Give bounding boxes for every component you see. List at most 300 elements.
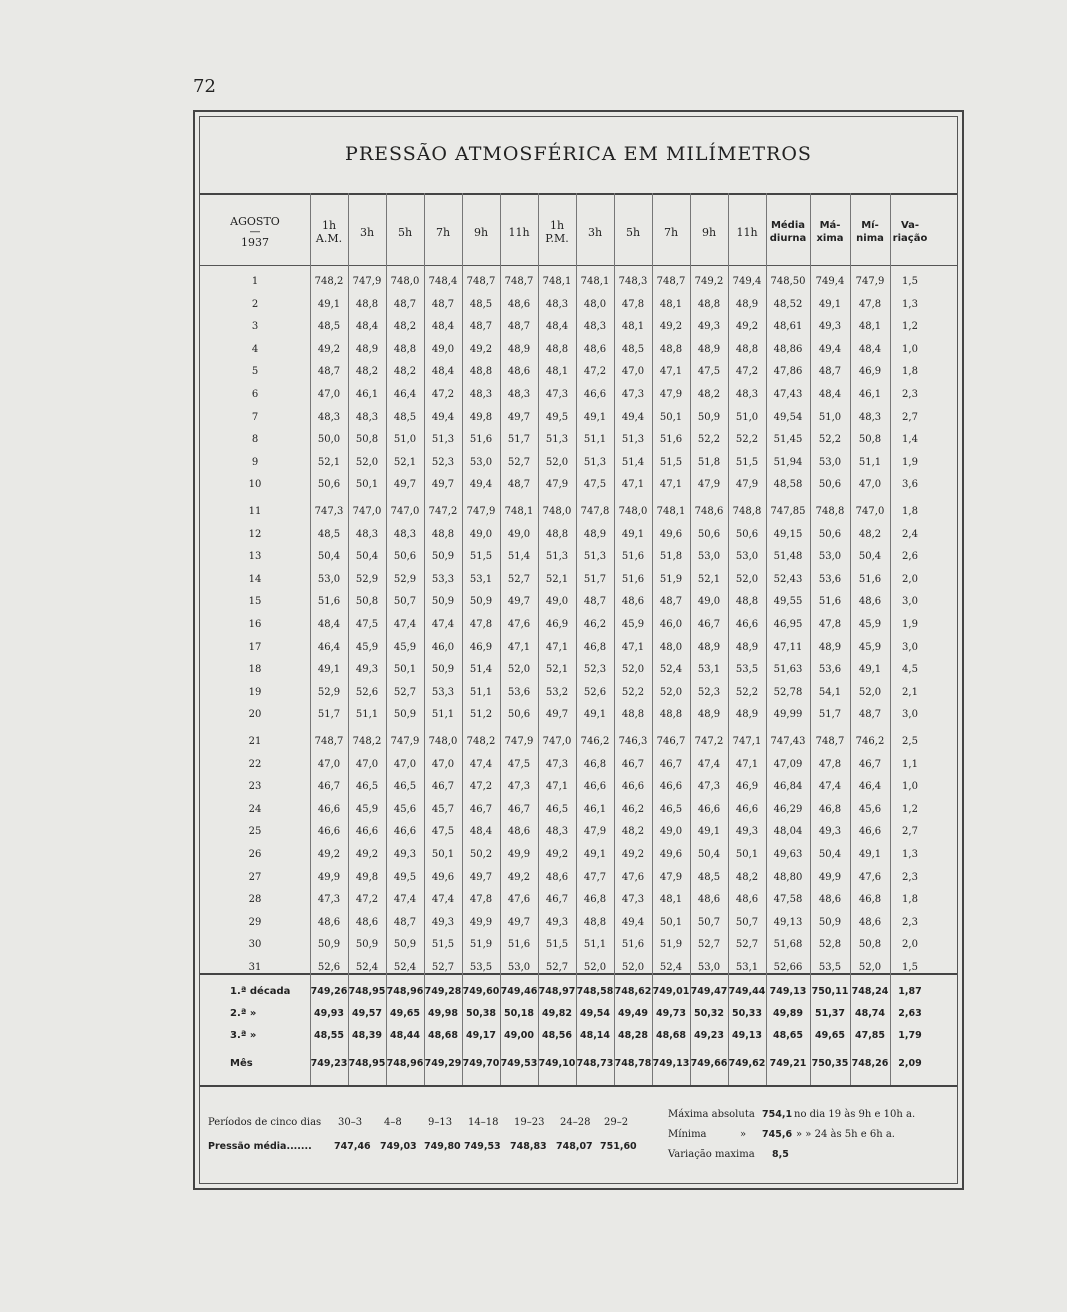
table-cell: 47,43 — [773, 389, 803, 400]
column-header: 5h — [625, 225, 641, 239]
table-cell: 52,9 — [355, 573, 379, 585]
table-cell: 47,58 — [773, 894, 803, 906]
row-day: 29 — [248, 916, 262, 928]
table-cell: 49,0 — [697, 596, 721, 608]
period-range: 19–23 — [514, 1117, 545, 1128]
table-cell: 46,84 — [773, 781, 803, 793]
table-cell: 47,4 — [818, 781, 842, 793]
table-cell: 748,0 — [618, 506, 648, 517]
table-cell: 53,5 — [469, 962, 493, 973]
row-day: 23 — [248, 781, 262, 793]
table-cell: 48,9 — [697, 343, 721, 355]
table-cell: 48,8 — [393, 343, 417, 355]
table-cell: 46,8 — [583, 641, 607, 653]
table-cell: 46,8 — [858, 894, 882, 906]
table-cell: 52,1 — [393, 456, 417, 468]
table-cell: 45,9 — [858, 641, 882, 653]
row-day: 1 — [251, 276, 259, 287]
table-cell: 46,1 — [583, 803, 607, 815]
table-cell: 46,5 — [659, 803, 683, 815]
table-cell: 747,0 — [390, 506, 420, 517]
table-cell: 51,6 — [818, 596, 842, 608]
table-cell: 50,9 — [431, 664, 455, 676]
table-cell: 52,7 — [507, 456, 531, 468]
summary-cell: 48,39 — [351, 1030, 383, 1041]
table-cell: 46,6 — [317, 803, 341, 815]
table-cell: 50,0 — [317, 434, 341, 446]
table-cell: 48,3 — [317, 411, 341, 423]
table-cell: 45,9 — [355, 641, 379, 653]
table-cell: 49,0 — [507, 528, 531, 540]
table-cell: 48,0 — [583, 298, 607, 310]
table-cell: 46,7 — [621, 758, 645, 770]
summary-cell: 49,23 — [693, 1030, 725, 1041]
summary-cell: 748,26 — [851, 1058, 889, 1069]
table-cell: 49,7 — [507, 916, 531, 928]
summary-cell: 749,26 — [310, 986, 348, 997]
table-cell: 52,0 — [659, 686, 683, 698]
table-cell: 49,99 — [773, 709, 803, 721]
table-cell: 48,9 — [355, 343, 379, 355]
table-cell: 49,2 — [735, 321, 759, 333]
summary-cell: 49,49 — [617, 1008, 649, 1019]
column-header: 9h — [473, 225, 489, 239]
table-cell: 48,3 — [545, 826, 569, 838]
table-cell: 53,2 — [545, 686, 569, 698]
row-day: 16 — [248, 619, 262, 630]
table-cell: 48,4 — [355, 321, 379, 333]
table-cell: 49,5 — [545, 411, 569, 423]
table-cell: 50,9 — [431, 596, 455, 608]
footer-divider — [200, 1085, 957, 1087]
table-cell: 51,3 — [545, 434, 569, 446]
table-cell: 48,8 — [735, 596, 759, 608]
table-cell: 747,9 — [390, 736, 420, 747]
table-cell: 52,7 — [393, 686, 417, 698]
table-cell: 52,2 — [735, 434, 759, 446]
table-cell: 747,0 — [542, 736, 572, 747]
table-cell: 50,4 — [858, 551, 882, 563]
table-cell: 47,3 — [621, 389, 645, 400]
table-cell: 46,9 — [858, 366, 882, 378]
table-cell: 47,1 — [659, 479, 683, 491]
table-cell: 747,85 — [770, 506, 806, 517]
table-cell: 51,7 — [507, 434, 531, 446]
summary-cell: 749,21 — [769, 1058, 807, 1069]
table-cell: 748,1 — [542, 276, 572, 287]
table-cell: 1,0 — [902, 781, 918, 793]
table-cell: 49,1 — [583, 709, 607, 721]
table-cell: 52,2 — [697, 434, 721, 446]
row-day: 20 — [248, 709, 262, 721]
table-cell: 48,1 — [659, 894, 683, 906]
table-cell: 48,4 — [317, 619, 341, 630]
table-cell: 748,7 — [815, 736, 845, 747]
pressure-value: 749,80 — [424, 1141, 461, 1152]
table-cell: 48,6 — [545, 871, 569, 883]
table-cell: 47,3 — [621, 894, 645, 906]
table-cell: 2,7 — [902, 411, 918, 423]
table-cell: 52,78 — [773, 686, 803, 698]
table-cell: 48,2 — [393, 366, 417, 378]
table-cell: 47,2 — [583, 366, 607, 378]
pressure-value: 749,53 — [464, 1141, 501, 1152]
table-cell: 48,7 — [818, 366, 842, 378]
table-cell: 50,9 — [355, 939, 379, 951]
table-cell: 47,0 — [317, 389, 341, 400]
table-cell: 49,1 — [858, 664, 882, 676]
table-cell: 49,1 — [818, 298, 842, 310]
table-cell: 53,5 — [735, 664, 759, 676]
table-cell: 49,1 — [583, 411, 607, 423]
table-cell: 46,1 — [355, 389, 379, 400]
row-day: 21 — [248, 736, 262, 747]
table-cell: 48,4 — [469, 826, 493, 838]
table-cell: 748,0 — [428, 736, 458, 747]
summary-cell: 47,85 — [854, 1030, 886, 1041]
table-cell: 747,1 — [732, 736, 762, 747]
pressure-label: Pressão média....... — [208, 1141, 312, 1152]
table-cell: 47,4 — [697, 758, 721, 770]
table-cell: 50,9 — [697, 411, 721, 423]
header-month: AGOSTO — [230, 215, 280, 228]
table-cell: 48,1 — [858, 321, 882, 333]
table-cell: 48,1 — [659, 298, 683, 310]
table-cell: 48,58 — [773, 479, 803, 491]
table-cell: 52,4 — [355, 962, 379, 973]
table-cell: 747,3 — [314, 506, 344, 517]
table-cell: 748,8 — [732, 506, 762, 517]
table-cell: 48,3 — [735, 389, 759, 400]
table-cell: 49,7 — [507, 411, 531, 423]
table-cell: 45,7 — [431, 803, 455, 815]
period-range: 30–3 — [338, 1117, 363, 1128]
table-cell: 47,0 — [317, 758, 341, 770]
table-cell: 49,3 — [697, 321, 721, 333]
summary-cell: 749,13 — [652, 1058, 690, 1069]
table-cell: 49,3 — [735, 826, 759, 838]
table-cell: 50,1 — [735, 849, 759, 860]
table-cell: 49,0 — [431, 343, 455, 355]
row-day: 13 — [248, 551, 262, 563]
row-day: 27 — [248, 871, 262, 883]
table-cell: 50,4 — [697, 849, 721, 860]
summary-cell: 1,87 — [898, 986, 922, 997]
table-cell: 48,04 — [773, 826, 803, 838]
table-cell: 51,6 — [507, 939, 531, 951]
table-cell: 52,1 — [317, 456, 341, 468]
table-cell: 53,0 — [697, 962, 721, 973]
table-cell: 53,5 — [818, 962, 842, 973]
table-cell: 2,4 — [902, 528, 918, 540]
table-cell: 48,1 — [621, 321, 645, 333]
table-cell: 46,7 — [858, 758, 882, 770]
table-cell: 48,7 — [507, 479, 531, 491]
table-cell: 46,6 — [735, 803, 759, 815]
table-cell: 48,2 — [355, 366, 379, 378]
table-cell: 49,0 — [545, 596, 569, 608]
table-cell: 45,9 — [621, 619, 645, 630]
row-day: 15 — [248, 596, 262, 608]
table-cell: 50,6 — [393, 551, 417, 563]
table-cell: 45,6 — [393, 803, 417, 815]
table-cell: 48,3 — [469, 389, 493, 400]
table-cell: 48,6 — [735, 894, 759, 906]
table-cell: 747,9 — [466, 506, 496, 517]
table-cell: 48,86 — [773, 343, 803, 355]
table-cell: 48,52 — [773, 298, 803, 310]
summary-cell: 748,62 — [614, 986, 652, 997]
table-cell: 748,2 — [466, 736, 496, 747]
table-cell: 52,7 — [697, 939, 721, 951]
period-range: 14–18 — [468, 1117, 499, 1128]
table-cell: 1,5 — [902, 276, 918, 287]
table-cell: 46,6 — [697, 803, 721, 815]
table-cell: 48,5 — [317, 321, 341, 333]
table-cell: 50,9 — [469, 596, 493, 608]
table-cell: 52,1 — [545, 664, 569, 676]
min-ditto: » — [740, 1129, 747, 1140]
table-cell: 48,9 — [583, 528, 607, 540]
table-cell: 48,2 — [393, 321, 417, 333]
table-cell: 46,9 — [545, 619, 569, 630]
table-cell: 2,3 — [902, 871, 918, 883]
header-date-cell — [200, 199, 310, 265]
table-cell: 52,6 — [317, 962, 341, 973]
summary-cell: 1,79 — [898, 1030, 922, 1041]
table-cell: 2,1 — [902, 686, 918, 698]
table-cell: 53,0 — [818, 551, 842, 563]
table-cell: 53,3 — [431, 686, 455, 698]
table-cell: 52,3 — [583, 664, 607, 676]
table-cell: 48,4 — [545, 321, 569, 333]
table-cell: 51,94 — [773, 456, 803, 468]
table-cell: 51,6 — [659, 434, 683, 446]
table-cell: 47,9 — [545, 479, 569, 491]
table-cell: 47,3 — [545, 758, 569, 770]
table-cell: 47,5 — [355, 619, 379, 630]
table-cell: 46,6 — [858, 826, 882, 838]
table-cell: 52,0 — [858, 686, 882, 698]
table-cell: 50,9 — [818, 916, 842, 928]
table-cell: 51,7 — [818, 709, 842, 721]
table-cell: 48,8 — [735, 343, 759, 355]
table-cell: 1,5 — [902, 962, 918, 973]
table-cell: 46,6 — [317, 826, 341, 838]
summary-cell: 49,73 — [655, 1008, 687, 1019]
table-cell: 2,0 — [902, 573, 918, 585]
table-cell: 48,9 — [697, 709, 721, 721]
table-cell: 46,29 — [773, 803, 803, 815]
table-cell: 47,3 — [545, 389, 569, 400]
summary-cell: 748,95 — [348, 1058, 386, 1069]
table-cell: 47,9 — [659, 389, 683, 400]
table-cell: 1,2 — [902, 803, 918, 815]
table-cell: 53,0 — [818, 456, 842, 468]
table-cell: 49,4 — [621, 411, 645, 423]
table-cell: 48,4 — [818, 389, 842, 400]
table-cell: 47,86 — [773, 366, 803, 378]
row-day: 18 — [248, 664, 262, 676]
table-cell: 747,0 — [855, 506, 885, 517]
table-cell: 52,1 — [697, 573, 721, 585]
table-cell: 53,1 — [469, 573, 493, 585]
summary-cell: 48,74 — [854, 1008, 886, 1019]
table-cell: 49,3 — [393, 849, 417, 860]
table-cell: 48,5 — [469, 298, 493, 310]
table-cell: 51,0 — [818, 411, 842, 423]
row-day: 22 — [248, 758, 262, 770]
row-day: 8 — [251, 434, 259, 446]
table-cell: 46,2 — [621, 803, 645, 815]
table-cell: 46,5 — [545, 803, 569, 815]
table-cell: 48,8 — [545, 343, 569, 355]
table-cell: 52,4 — [659, 962, 683, 973]
table-cell: 49,0 — [659, 826, 683, 838]
table-cell: 48,6 — [507, 298, 531, 310]
table-cell: 47,8 — [818, 758, 842, 770]
table-cell: 48,9 — [735, 641, 759, 653]
table-cell: 47,5 — [431, 826, 455, 838]
table-cell: 53,0 — [469, 456, 493, 468]
table-cell: 47,8 — [469, 894, 493, 906]
table-cell: 49,2 — [469, 343, 493, 355]
table-cell: 47,1 — [545, 641, 569, 653]
summary-cell: 50,18 — [503, 1008, 535, 1019]
table-cell: 746,2 — [855, 736, 885, 747]
table-cell: 46,1 — [858, 389, 882, 400]
row-day: 24 — [248, 803, 262, 815]
table-cell: 1,8 — [902, 894, 918, 906]
summary-cell: 48,28 — [617, 1030, 649, 1041]
table-cell: 50,8 — [858, 939, 882, 951]
table-cell: 51,3 — [545, 551, 569, 563]
table-cell: 53,6 — [507, 686, 531, 698]
table-cell: 49,2 — [621, 849, 645, 860]
row-day: 4 — [251, 343, 259, 355]
table-cell: 48,7 — [317, 366, 341, 378]
row-day: 30 — [248, 939, 262, 951]
table-cell: 4,5 — [902, 664, 918, 676]
table-cell: 50,9 — [393, 939, 417, 951]
table-cell: 45,9 — [355, 803, 379, 815]
table-cell: 1,8 — [902, 506, 918, 517]
table-cell: 48,7 — [469, 321, 493, 333]
summary-cell: 748,96 — [386, 986, 424, 997]
table-cell: 749,4 — [732, 276, 762, 287]
table-cell: 1,9 — [902, 456, 918, 468]
table-cell: 51,7 — [317, 709, 341, 721]
table-cell: 49,4 — [621, 916, 645, 928]
table-cell: 48,6 — [317, 916, 341, 928]
var-label: Variação maxima — [668, 1149, 755, 1160]
table-cell: 749,4 — [815, 276, 845, 287]
table-cell: 49,6 — [431, 871, 455, 883]
table-cell: 3,0 — [902, 709, 918, 721]
table-cell: 48,9 — [818, 641, 842, 653]
table-cell: 47,4 — [469, 758, 493, 770]
summary-cell: 51,37 — [814, 1008, 846, 1019]
table-cell: 51,1 — [583, 939, 607, 951]
summary-cell: 50,32 — [693, 1008, 725, 1019]
table-cell: 52,0 — [735, 573, 759, 585]
table-cell: 748,50 — [770, 276, 806, 287]
table-cell: 48,6 — [507, 366, 531, 378]
table-cell: 46,6 — [583, 781, 607, 793]
table-cell: 48,6 — [697, 894, 721, 906]
table-cell: 52,7 — [431, 962, 455, 973]
table-cell: 48,3 — [583, 321, 607, 333]
summary-cell: 748,96 — [386, 1058, 424, 1069]
column-header: 11h — [508, 225, 530, 239]
table-cell: 47,3 — [507, 781, 531, 793]
table-cell: 47,1 — [507, 641, 531, 653]
table-cell: 51,6 — [621, 939, 645, 951]
table-cell: 51,6 — [317, 596, 341, 608]
table-cell: 49,8 — [469, 411, 493, 423]
column-header: 11h — [736, 225, 758, 239]
table-cell: 49,2 — [507, 871, 531, 883]
table-cell: 52,3 — [697, 686, 721, 698]
max-value: 754,1 — [762, 1109, 793, 1120]
table-cell: 52,3 — [431, 456, 455, 468]
table-cell: 2,3 — [902, 389, 918, 400]
table-cell: 48,2 — [735, 871, 759, 883]
table-cell: 52,0 — [583, 962, 607, 973]
row-day: 26 — [248, 849, 262, 860]
table-cell: 50,1 — [431, 849, 455, 860]
table-cell: 49,3 — [431, 916, 455, 928]
table-cell: 52,4 — [393, 962, 417, 973]
table-cell: 48,7 — [393, 916, 417, 928]
table-cell: 49,15 — [773, 528, 803, 540]
table-cell: 52,4 — [659, 664, 683, 676]
table-cell: 46,6 — [735, 619, 759, 630]
table-cell: 748,7 — [504, 276, 534, 287]
table-cell: 49,9 — [507, 849, 531, 860]
table-cell: 51,1 — [469, 686, 493, 698]
table-cell: 3,0 — [902, 596, 918, 608]
row-day: 14 — [248, 573, 262, 585]
table-cell: 47,7 — [583, 871, 607, 883]
table-cell: 748,7 — [314, 736, 344, 747]
table-cell: 1,2 — [902, 321, 918, 333]
summary-cell: 49,65 — [389, 1008, 421, 1019]
table-cell: 51,5 — [431, 939, 455, 951]
summary-cell: 48,65 — [772, 1030, 804, 1041]
table-cell: 48,7 — [393, 298, 417, 310]
table-cell: 48,3 — [507, 389, 531, 400]
table-cell: 49,2 — [317, 849, 341, 860]
table-cell: 51,6 — [621, 551, 645, 563]
table-cell: 52,0 — [355, 456, 379, 468]
table-cell: 1,1 — [902, 758, 918, 770]
summary-label: 3.ª » — [230, 1030, 257, 1041]
table-cell: 1,9 — [902, 619, 918, 630]
periods-label: Períodos de cinco dias — [208, 1117, 322, 1128]
table-cell: 47,1 — [735, 758, 759, 770]
table-cell: 51,4 — [621, 456, 645, 468]
table-cell: 49,3 — [818, 321, 842, 333]
table-cell: 47,6 — [507, 894, 531, 906]
table-cell: 52,6 — [355, 686, 379, 698]
table-cell: 49,8 — [355, 871, 379, 883]
table-cell: 53,1 — [735, 962, 759, 973]
summary-cell: 50,38 — [465, 1008, 497, 1019]
table-cell: 46,95 — [773, 619, 803, 630]
row-day: 3 — [251, 321, 259, 333]
min-label: Mínima — [668, 1129, 707, 1140]
